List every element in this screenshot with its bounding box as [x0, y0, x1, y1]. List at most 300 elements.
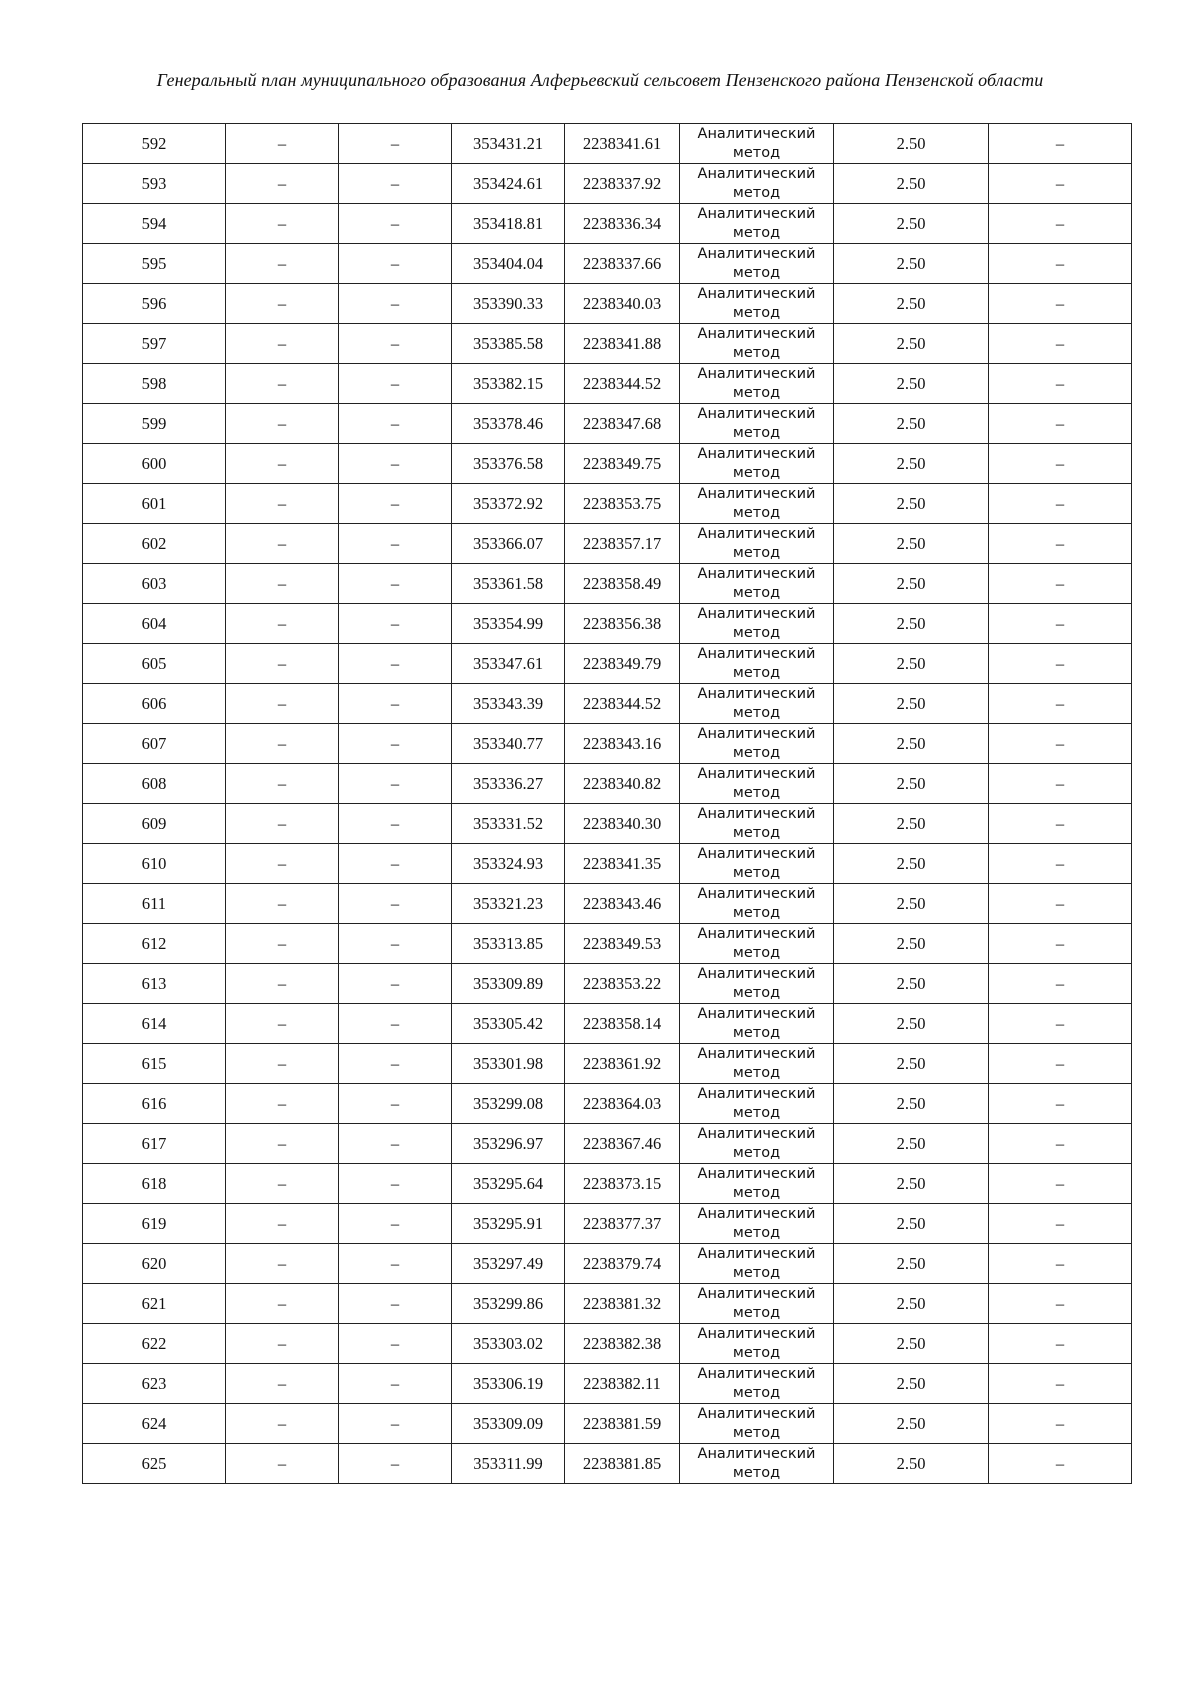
empty-cell: –: [226, 804, 339, 844]
method-label: Аналитический: [697, 365, 816, 382]
table-row: [83, 1204, 1132, 1244]
x-coordinate-cell: 353340.77: [452, 724, 565, 764]
x-coordinate-cell: 353361.58: [452, 564, 565, 604]
method-cell: [680, 1244, 834, 1284]
empty-cell: –: [989, 1204, 1132, 1244]
empty-cell: –: [339, 1124, 452, 1164]
x-coordinate-cell: 353431.21: [452, 124, 565, 164]
table-row: [83, 684, 1132, 724]
table-row: [83, 484, 1132, 524]
x-coordinate-cell: 353372.92: [452, 484, 565, 524]
method-cell: [680, 284, 834, 324]
y-coordinate-cell: 2238358.14: [565, 1004, 680, 1044]
accuracy-cell: 2.50: [834, 724, 989, 764]
method-cell: [680, 364, 834, 404]
empty-cell: –: [226, 324, 339, 364]
accuracy-cell: 2.50: [834, 604, 989, 644]
point-number-cell: 593: [83, 164, 226, 204]
y-coordinate-cell: 2238344.52: [565, 684, 680, 724]
x-coordinate-cell: 353296.97: [452, 1124, 565, 1164]
accuracy-cell: 2.50: [834, 564, 989, 604]
method-label: Аналитический: [697, 845, 816, 862]
empty-cell: –: [339, 564, 452, 604]
method-cell: [680, 1444, 834, 1484]
method-label: метод: [732, 864, 781, 881]
empty-cell: –: [226, 484, 339, 524]
x-coordinate-cell: 353343.39: [452, 684, 565, 724]
x-coordinate-cell: 353311.99: [452, 1444, 565, 1484]
method-label: Аналитический: [697, 725, 816, 742]
accuracy-cell: 2.50: [834, 1044, 989, 1084]
empty-cell: –: [339, 1044, 452, 1084]
empty-cell: –: [989, 284, 1132, 324]
point-number-cell: 601: [83, 484, 226, 524]
x-coordinate-cell: 353324.93: [452, 844, 565, 884]
x-coordinate-cell: 353299.86: [452, 1284, 565, 1324]
method-label: Аналитический: [697, 1365, 816, 1382]
empty-cell: –: [989, 524, 1132, 564]
empty-cell: –: [339, 1164, 452, 1204]
y-coordinate-cell: 2238357.17: [565, 524, 680, 564]
empty-cell: –: [989, 404, 1132, 444]
accuracy-cell: 2.50: [834, 404, 989, 444]
method-label: Аналитический: [697, 1405, 816, 1422]
method-cell: [680, 764, 834, 804]
y-coordinate-cell: 2238340.82: [565, 764, 680, 804]
method-label: метод: [732, 264, 781, 281]
table-row: [83, 1404, 1132, 1444]
empty-cell: –: [989, 124, 1132, 164]
accuracy-cell: 2.50: [834, 1004, 989, 1044]
method-cell: [680, 1084, 834, 1124]
method-label: Аналитический: [697, 165, 816, 182]
empty-cell: –: [226, 604, 339, 644]
table-row: [83, 1364, 1132, 1404]
method-cell: [680, 644, 834, 684]
empty-cell: –: [989, 1164, 1132, 1204]
empty-cell: –: [989, 244, 1132, 284]
empty-cell: –: [989, 1044, 1132, 1084]
point-number-cell: 599: [83, 404, 226, 444]
empty-cell: –: [339, 924, 452, 964]
accuracy-cell: 2.50: [834, 964, 989, 1004]
empty-cell: –: [339, 1404, 452, 1444]
method-cell: [680, 1124, 834, 1164]
method-label: Аналитический: [697, 605, 816, 622]
accuracy-cell: 2.50: [834, 804, 989, 844]
table-row: [83, 724, 1132, 764]
empty-cell: –: [226, 844, 339, 884]
method-label: метод: [732, 1344, 781, 1361]
empty-cell: –: [989, 164, 1132, 204]
y-coordinate-cell: 2238344.52: [565, 364, 680, 404]
method-label: метод: [732, 824, 781, 841]
y-coordinate-cell: 2238341.61: [565, 124, 680, 164]
empty-cell: –: [226, 1364, 339, 1404]
table-row: [83, 404, 1132, 444]
y-coordinate-cell: 2238364.03: [565, 1084, 680, 1124]
x-coordinate-cell: 353404.04: [452, 244, 565, 284]
empty-cell: –: [339, 404, 452, 444]
x-coordinate-cell: 353309.89: [452, 964, 565, 1004]
point-number-cell: 605: [83, 644, 226, 684]
empty-cell: –: [339, 964, 452, 1004]
table-row: [83, 1124, 1132, 1164]
table-row: [83, 284, 1132, 324]
empty-cell: –: [226, 164, 339, 204]
method-cell: [680, 204, 834, 244]
point-number-cell: 610: [83, 844, 226, 884]
method-label: Аналитический: [697, 1325, 816, 1342]
empty-cell: –: [989, 804, 1132, 844]
y-coordinate-cell: 2238379.74: [565, 1244, 680, 1284]
accuracy-cell: 2.50: [834, 444, 989, 484]
x-coordinate-cell: 353376.58: [452, 444, 565, 484]
accuracy-cell: 2.50: [834, 1444, 989, 1484]
y-coordinate-cell: 2238337.92: [565, 164, 680, 204]
method-label: Аналитический: [697, 765, 816, 782]
table-row: [83, 124, 1132, 164]
y-coordinate-cell: 2238336.34: [565, 204, 680, 244]
method-label: Аналитический: [697, 1245, 816, 1262]
empty-cell: –: [339, 1364, 452, 1404]
method-label: метод: [732, 1224, 781, 1241]
x-coordinate-cell: 353424.61: [452, 164, 565, 204]
x-coordinate-cell: 353295.64: [452, 1164, 565, 1204]
table-row: [83, 964, 1132, 1004]
empty-cell: –: [226, 1164, 339, 1204]
empty-cell: –: [989, 1084, 1132, 1124]
point-number-cell: 597: [83, 324, 226, 364]
method-cell: [680, 1404, 834, 1444]
empty-cell: –: [226, 684, 339, 724]
method-label: Аналитический: [697, 1085, 816, 1102]
y-coordinate-cell: 2238381.32: [565, 1284, 680, 1324]
empty-cell: –: [339, 1084, 452, 1124]
method-label: Аналитический: [697, 645, 816, 662]
accuracy-cell: 2.50: [834, 684, 989, 724]
empty-cell: –: [226, 1204, 339, 1244]
table-row: [83, 1044, 1132, 1084]
y-coordinate-cell: 2238349.53: [565, 924, 680, 964]
empty-cell: –: [226, 964, 339, 1004]
point-number-cell: 623: [83, 1364, 226, 1404]
table-body: [83, 124, 1132, 1484]
accuracy-cell: 2.50: [834, 1284, 989, 1324]
method-label: метод: [732, 1464, 781, 1481]
empty-cell: –: [226, 204, 339, 244]
empty-cell: –: [226, 1124, 339, 1164]
table-row: [83, 1444, 1132, 1484]
method-label: метод: [732, 624, 781, 641]
empty-cell: –: [989, 564, 1132, 604]
accuracy-cell: 2.50: [834, 924, 989, 964]
point-number-cell: 619: [83, 1204, 226, 1244]
x-coordinate-cell: 353390.33: [452, 284, 565, 324]
empty-cell: –: [226, 924, 339, 964]
point-number-cell: 592: [83, 124, 226, 164]
empty-cell: –: [989, 1284, 1132, 1324]
table-row: [83, 564, 1132, 604]
empty-cell: –: [226, 564, 339, 604]
empty-cell: –: [339, 524, 452, 564]
method-cell: [680, 1284, 834, 1324]
table-row: [83, 1004, 1132, 1044]
method-label: Аналитический: [697, 1445, 816, 1462]
x-coordinate-cell: 353418.81: [452, 204, 565, 244]
empty-cell: –: [989, 604, 1132, 644]
y-coordinate-cell: 2238353.22: [565, 964, 680, 1004]
table-row: [83, 604, 1132, 644]
point-number-cell: 616: [83, 1084, 226, 1124]
method-cell: [680, 1204, 834, 1244]
point-number-cell: 615: [83, 1044, 226, 1084]
point-number-cell: 596: [83, 284, 226, 324]
method-cell: [680, 684, 834, 724]
empty-cell: –: [989, 1124, 1132, 1164]
method-cell: [680, 524, 834, 564]
empty-cell: –: [226, 764, 339, 804]
table-row: [83, 364, 1132, 404]
empty-cell: –: [989, 484, 1132, 524]
empty-cell: –: [226, 284, 339, 324]
table-row: [83, 844, 1132, 884]
y-coordinate-cell: 2238340.30: [565, 804, 680, 844]
empty-cell: –: [339, 1004, 452, 1044]
empty-cell: –: [339, 684, 452, 724]
method-label: метод: [732, 704, 781, 721]
accuracy-cell: 2.50: [834, 204, 989, 244]
point-number-cell: 611: [83, 884, 226, 924]
empty-cell: –: [226, 1244, 339, 1284]
method-label: метод: [732, 944, 781, 961]
method-cell: [680, 164, 834, 204]
y-coordinate-cell: 2238377.37: [565, 1204, 680, 1244]
empty-cell: –: [339, 244, 452, 284]
accuracy-cell: 2.50: [834, 1084, 989, 1124]
y-coordinate-cell: 2238343.46: [565, 884, 680, 924]
y-coordinate-cell: 2238367.46: [565, 1124, 680, 1164]
table-row: [83, 324, 1132, 364]
empty-cell: –: [989, 204, 1132, 244]
method-label: метод: [732, 144, 781, 161]
y-coordinate-cell: 2238341.35: [565, 844, 680, 884]
x-coordinate-cell: 353306.19: [452, 1364, 565, 1404]
method-label: метод: [732, 1304, 781, 1321]
method-cell: [680, 1324, 834, 1364]
table-row: [83, 1164, 1132, 1204]
empty-cell: –: [339, 1244, 452, 1284]
method-label: Аналитический: [697, 405, 816, 422]
method-cell: [680, 964, 834, 1004]
y-coordinate-cell: 2238381.59: [565, 1404, 680, 1444]
y-coordinate-cell: 2238358.49: [565, 564, 680, 604]
empty-cell: –: [989, 684, 1132, 724]
accuracy-cell: 2.50: [834, 1324, 989, 1364]
method-cell: [680, 324, 834, 364]
accuracy-cell: 2.50: [834, 1204, 989, 1244]
method-label: Аналитический: [697, 125, 816, 142]
method-label: метод: [732, 664, 781, 681]
point-number-cell: 612: [83, 924, 226, 964]
method-label: Аналитический: [697, 1165, 816, 1182]
empty-cell: –: [989, 764, 1132, 804]
table-row: [83, 524, 1132, 564]
empty-cell: –: [226, 444, 339, 484]
point-number-cell: 617: [83, 1124, 226, 1164]
method-label: Аналитический: [697, 325, 816, 342]
empty-cell: –: [226, 124, 339, 164]
method-label: метод: [732, 544, 781, 561]
empty-cell: –: [989, 964, 1132, 1004]
x-coordinate-cell: 353309.09: [452, 1404, 565, 1444]
y-coordinate-cell: 2238347.68: [565, 404, 680, 444]
empty-cell: –: [226, 644, 339, 684]
table-row: [83, 644, 1132, 684]
coordinates-table: [82, 123, 1132, 1484]
empty-cell: –: [226, 364, 339, 404]
method-cell: [680, 244, 834, 284]
empty-cell: –: [226, 404, 339, 444]
method-label: метод: [732, 784, 781, 801]
method-cell: [680, 844, 834, 884]
x-coordinate-cell: 353385.58: [452, 324, 565, 364]
y-coordinate-cell: 2238361.92: [565, 1044, 680, 1084]
method-cell: [680, 804, 834, 844]
method-label: метод: [732, 1064, 781, 1081]
method-cell: [680, 924, 834, 964]
method-label: Аналитический: [697, 1045, 816, 1062]
method-label: метод: [732, 984, 781, 1001]
accuracy-cell: 2.50: [834, 484, 989, 524]
method-label: метод: [732, 1024, 781, 1041]
empty-cell: –: [989, 1004, 1132, 1044]
x-coordinate-cell: 353305.42: [452, 1004, 565, 1044]
empty-cell: –: [339, 644, 452, 684]
accuracy-cell: 2.50: [834, 1124, 989, 1164]
empty-cell: –: [989, 644, 1132, 684]
accuracy-cell: 2.50: [834, 764, 989, 804]
method-label: Аналитический: [697, 205, 816, 222]
y-coordinate-cell: 2238349.75: [565, 444, 680, 484]
accuracy-cell: 2.50: [834, 524, 989, 564]
point-number-cell: 618: [83, 1164, 226, 1204]
table-row: [83, 924, 1132, 964]
empty-cell: –: [226, 1044, 339, 1084]
method-cell: [680, 724, 834, 764]
method-label: Аналитический: [697, 925, 816, 942]
y-coordinate-cell: 2238349.79: [565, 644, 680, 684]
y-coordinate-cell: 2238353.75: [565, 484, 680, 524]
x-coordinate-cell: 353297.49: [452, 1244, 565, 1284]
method-label: метод: [732, 1144, 781, 1161]
accuracy-cell: 2.50: [834, 164, 989, 204]
point-number-cell: 614: [83, 1004, 226, 1044]
point-number-cell: 606: [83, 684, 226, 724]
point-number-cell: 604: [83, 604, 226, 644]
method-cell: [680, 404, 834, 444]
method-cell: [680, 484, 834, 524]
accuracy-cell: 2.50: [834, 1404, 989, 1444]
empty-cell: –: [339, 604, 452, 644]
method-cell: [680, 604, 834, 644]
method-cell: [680, 1004, 834, 1044]
y-coordinate-cell: 2238382.38: [565, 1324, 680, 1364]
empty-cell: –: [989, 1404, 1132, 1444]
method-label: метод: [732, 304, 781, 321]
method-label: Аналитический: [697, 805, 816, 822]
method-label: метод: [732, 184, 781, 201]
empty-cell: –: [226, 1084, 339, 1124]
method-cell: [680, 564, 834, 604]
empty-cell: –: [989, 924, 1132, 964]
x-coordinate-cell: 353295.91: [452, 1204, 565, 1244]
empty-cell: –: [989, 1244, 1132, 1284]
empty-cell: –: [339, 364, 452, 404]
x-coordinate-cell: 353354.99: [452, 604, 565, 644]
y-coordinate-cell: 2238343.16: [565, 724, 680, 764]
x-coordinate-cell: 353313.85: [452, 924, 565, 964]
point-number-cell: 607: [83, 724, 226, 764]
table-row: [83, 884, 1132, 924]
empty-cell: –: [339, 724, 452, 764]
empty-cell: –: [339, 1284, 452, 1324]
method-label: Аналитический: [697, 965, 816, 982]
empty-cell: –: [339, 484, 452, 524]
table-row: [83, 1084, 1132, 1124]
empty-cell: –: [226, 1444, 339, 1484]
table-row: [83, 1284, 1132, 1324]
empty-cell: –: [989, 444, 1132, 484]
empty-cell: –: [339, 164, 452, 204]
table-row: [83, 1244, 1132, 1284]
point-number-cell: 603: [83, 564, 226, 604]
empty-cell: –: [989, 1364, 1132, 1404]
x-coordinate-cell: 353303.02: [452, 1324, 565, 1364]
empty-cell: –: [989, 724, 1132, 764]
method-label: Аналитический: [697, 565, 816, 582]
x-coordinate-cell: 353347.61: [452, 644, 565, 684]
method-cell: [680, 1364, 834, 1404]
point-number-cell: 620: [83, 1244, 226, 1284]
empty-cell: –: [989, 884, 1132, 924]
empty-cell: –: [339, 1204, 452, 1244]
method-label: Аналитический: [697, 485, 816, 502]
table-row: [83, 204, 1132, 244]
method-label: метод: [732, 1264, 781, 1281]
method-label: метод: [732, 1384, 781, 1401]
accuracy-cell: 2.50: [834, 844, 989, 884]
empty-cell: –: [339, 204, 452, 244]
method-cell: [680, 124, 834, 164]
point-number-cell: 602: [83, 524, 226, 564]
point-number-cell: 621: [83, 1284, 226, 1324]
empty-cell: –: [339, 124, 452, 164]
empty-cell: –: [226, 524, 339, 564]
accuracy-cell: 2.50: [834, 124, 989, 164]
y-coordinate-cell: 2238382.11: [565, 1364, 680, 1404]
point-number-cell: 598: [83, 364, 226, 404]
method-label: Аналитический: [697, 1285, 816, 1302]
accuracy-cell: 2.50: [834, 884, 989, 924]
y-coordinate-cell: 2238381.85: [565, 1444, 680, 1484]
method-label: метод: [732, 424, 781, 441]
point-number-cell: 608: [83, 764, 226, 804]
y-coordinate-cell: 2238373.15: [565, 1164, 680, 1204]
table-row: [83, 764, 1132, 804]
x-coordinate-cell: 353331.52: [452, 804, 565, 844]
method-label: метод: [732, 904, 781, 921]
